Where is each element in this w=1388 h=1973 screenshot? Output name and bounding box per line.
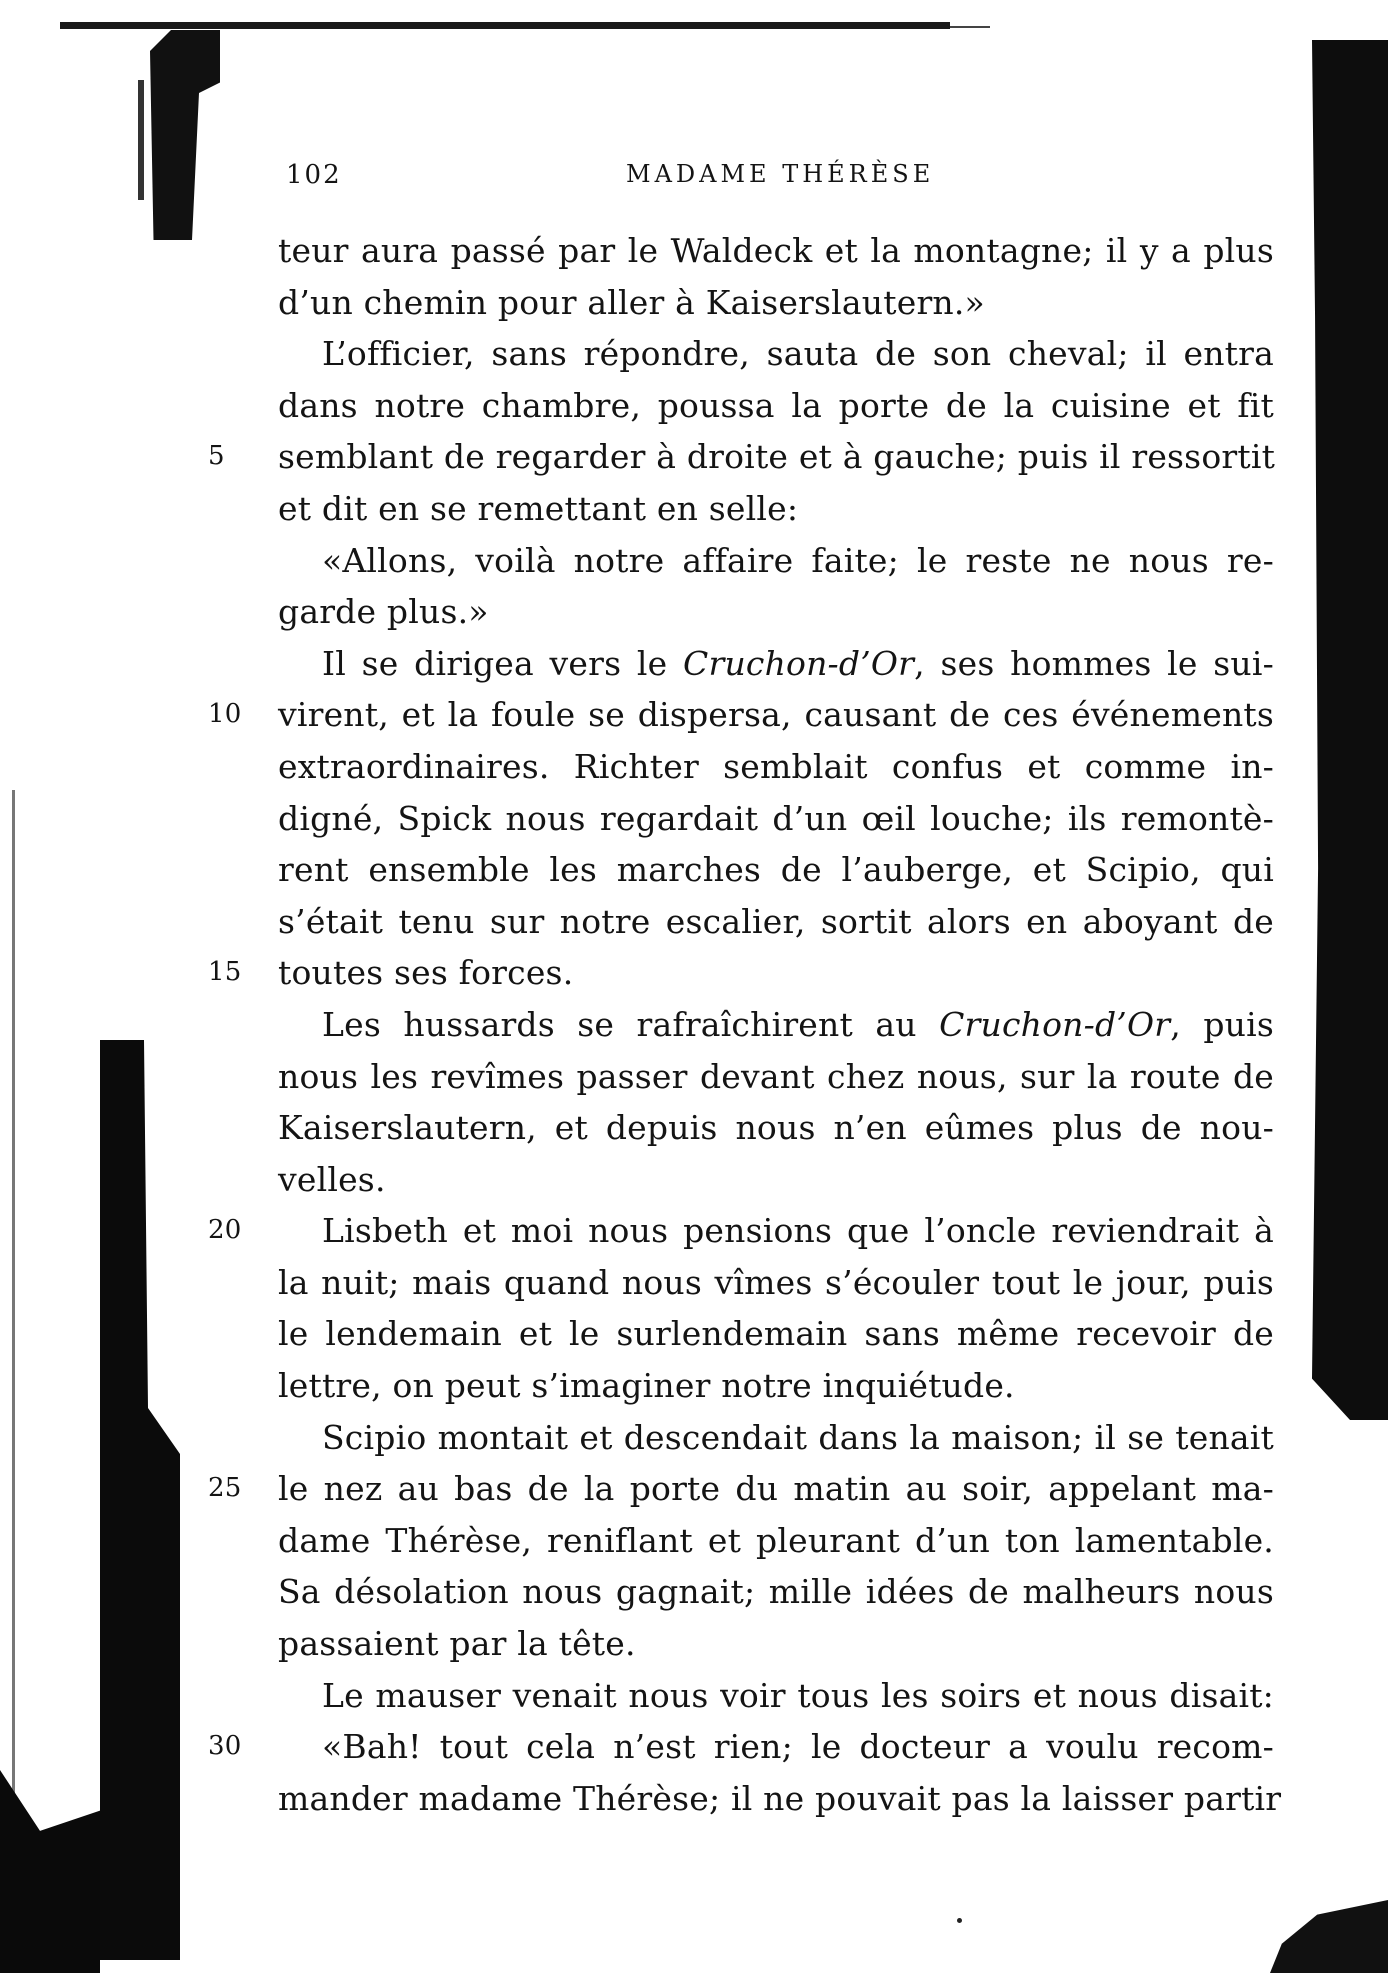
- text-line: [278, 586, 1274, 638]
- line-number: 10: [208, 699, 242, 730]
- scan-dot: [957, 1918, 962, 1923]
- line-number: 30: [208, 1731, 242, 1762]
- line-text: virent, et la foule se dispersa, causant de ces événements: [278, 695, 1274, 735]
- text-line: [278, 328, 1274, 380]
- text-line: [208, 431, 1276, 483]
- text-line: [278, 535, 1274, 587]
- line-text: dame Thérèse, reniflant et pleurant d’un ton lamentable.: [278, 1520, 1274, 1560]
- line-text: «Bah! tout cela n’est rien; le docteur a voulu recom-: [322, 1727, 1274, 1767]
- line-text: , ses hommes le sui-: [914, 643, 1274, 683]
- scan-left-edge: [100, 1040, 180, 1960]
- text-line: [278, 1051, 1274, 1103]
- line-text: et dit en se remettant en selle:: [278, 488, 799, 528]
- text-line: [278, 1618, 1274, 1670]
- line-text: , puis: [1170, 1004, 1275, 1044]
- text-line: [278, 1308, 1274, 1360]
- line-number: 15: [208, 957, 242, 988]
- line-text: Le mauser venait nous voir tous les soirs et nous disait:: [322, 1675, 1274, 1715]
- line-text: la nuit; mais quand nous vîmes s’écouler tout le jour, puis: [278, 1262, 1274, 1302]
- scan-right-edge: [1312, 40, 1388, 1420]
- line-text: mander madame Thérèse; il ne pouvait pas la laisser partir: [278, 1778, 1282, 1818]
- text-line: [208, 947, 1274, 999]
- scan-corner-mark: [150, 30, 220, 240]
- line-text: Il se dirigea vers le: [322, 643, 684, 683]
- text-line: [208, 1721, 1274, 1773]
- line-number: 25: [208, 1473, 242, 1504]
- line-text: dans notre chambre, poussa la porte de la cuisine et fit: [278, 385, 1274, 425]
- line-number: 5: [208, 441, 225, 472]
- line-text: Les hussards se rafraîchirent au: [322, 1004, 940, 1044]
- line-text: Lisbeth et moi nous pensions que l’oncle reviendrait à: [322, 1211, 1274, 1251]
- line-text: teur aura passé par le Waldeck et la montagne; il y a plus: [278, 231, 1274, 270]
- line-text: rent ensemble les marches de l’auberge, et Scipio, qui: [278, 850, 1274, 890]
- text-line: [278, 225, 1274, 277]
- scan-corner-line: [138, 80, 144, 200]
- line-text: toutes ses forces.: [278, 953, 574, 993]
- text-line: [278, 741, 1274, 793]
- text-line: [278, 1102, 1274, 1154]
- text-line: [278, 1154, 1274, 1206]
- text-line: [208, 689, 1274, 741]
- line-text: lettre, on peut s’imaginer notre inquiétude.: [278, 1366, 1015, 1406]
- text-line: [278, 1773, 1282, 1825]
- scan-left-corner: [0, 1770, 100, 1973]
- scan-bottom-mark: [1270, 1900, 1388, 1973]
- text-line: [278, 896, 1274, 948]
- line-text: «Allons, voilà notre affaire faite; le reste ne nous re-: [322, 540, 1274, 580]
- line-text: garde plus.»: [278, 592, 489, 632]
- text-line: [278, 1670, 1274, 1722]
- scan-left-line: [12, 790, 15, 1890]
- line-text: L’officier, sans répondre, sauta de son cheval; il entra: [322, 334, 1274, 374]
- body-text: [208, 225, 1282, 1824]
- italic-title: Cruchon-d’Or: [939, 1004, 1171, 1044]
- line-text: le lendemain et le surlendemain sans même recevoir de: [278, 1314, 1274, 1354]
- text-line: [278, 844, 1274, 896]
- line-text: velles.: [278, 1159, 386, 1199]
- italic-title: Cruchon-d’Or: [683, 643, 915, 683]
- text-line: [208, 1463, 1274, 1515]
- text-line: [278, 1257, 1274, 1309]
- scan-top-rule: [60, 22, 950, 29]
- text-line: [278, 380, 1274, 432]
- text-line: [278, 1566, 1274, 1618]
- line-text: passaient par la tête.: [278, 1624, 636, 1664]
- line-text: digné, Spick nous regardait d’un œil louche; ils remontè-: [278, 798, 1274, 838]
- line-text: Scipio montait et descendait dans la maison; il se tenait: [322, 1417, 1274, 1457]
- line-text: d’un chemin pour aller à Kaiserslautern.»: [278, 282, 985, 322]
- text-line: [278, 638, 1274, 690]
- text-line: [278, 1515, 1274, 1567]
- line-text: Kaiserslautern, et depuis nous n’en eûmes plus de nou-: [278, 1108, 1274, 1148]
- text-line: [278, 1412, 1274, 1464]
- scan-top-rule-end: [950, 26, 990, 28]
- line-text: extraordinaires. Richter semblait confus et comme in-: [278, 746, 1274, 786]
- line-text: semblant de regarder à droite et à gauche; puis il ressortit: [278, 437, 1276, 477]
- line-text: s’était tenu sur notre escalier, sortit alors en aboyant de: [278, 901, 1274, 941]
- text-line: [278, 483, 1274, 535]
- running-title: MADAME THÉRÈSE: [626, 160, 935, 188]
- text-line: [278, 999, 1274, 1051]
- text-line: [278, 277, 1274, 329]
- page-number: 102: [286, 160, 342, 190]
- text-line: [208, 1205, 1274, 1257]
- line-number: 20: [208, 1215, 242, 1246]
- line-text: nous les revîmes passer devant chez nous, sur la route de: [278, 1056, 1274, 1096]
- line-text: Sa désolation nous gagnait; mille idées de malheurs nous: [278, 1572, 1274, 1612]
- running-head: [286, 160, 1280, 200]
- text-line: [278, 1360, 1274, 1412]
- text-line: [278, 793, 1274, 845]
- line-text: le nez au bas de la porte du matin au soir, appelant ma-: [278, 1469, 1274, 1509]
